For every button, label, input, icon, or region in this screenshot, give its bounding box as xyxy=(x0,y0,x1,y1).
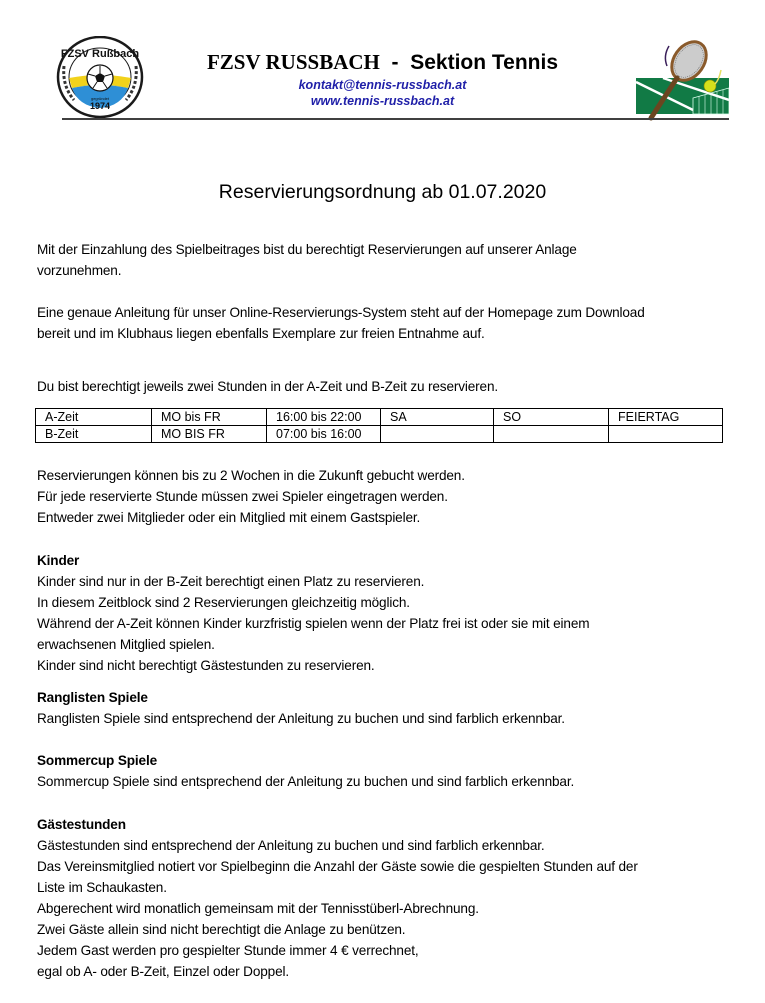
section-ranglisten xyxy=(37,687,565,729)
svg-text:FZSV Rußbach: FZSV Rußbach xyxy=(60,48,140,60)
text-line: Jedem Gast werden pro gespielter Stunde immer 4 € verrechnet, xyxy=(37,943,419,958)
section-gaestestunden xyxy=(37,814,638,982)
text-line: vorzunehmen. xyxy=(37,263,122,278)
header-divider xyxy=(62,118,729,120)
section-kinder xyxy=(37,550,589,676)
text-line: Das Vereinsmitglied notiert vor Spielbeginn die Anzahl der Gäste sowie die gespielten Stunden auf der xyxy=(37,859,638,874)
table-cell xyxy=(381,426,494,443)
rules-paragraph xyxy=(37,465,465,528)
svg-text:1974: 1974 xyxy=(89,101,111,111)
tennis-logo xyxy=(633,38,729,124)
table-cell: SO xyxy=(494,409,609,426)
contact-email-link[interactable]: kontakt@tennis-russbach.at xyxy=(298,78,467,92)
text-line: Während der A-Zeit können Kinder kurzfristig spielen wenn der Platz frei ist oder sie mit einem xyxy=(37,616,590,631)
text-line: bereit und im Klubhaus liegen ebenfalls Exemplare zur freien Entnahme auf. xyxy=(37,326,485,341)
table-cell: MO bis FR xyxy=(152,409,267,426)
document-title: Reservierungsordnung ab 01.07.2020 xyxy=(218,181,547,203)
section-heading: Ranglisten Spiele xyxy=(37,690,148,705)
text-line: Mit der Einzahlung des Spielbeitrages bist du berechtigt Reservierungen auf unserer Anlage xyxy=(37,242,577,257)
entitlement-text: Du bist berechtigt jeweils zwei Stunden in der A-Zeit und B-Zeit zu reservieren. xyxy=(37,379,498,394)
text-line: Entweder zwei Mitglieder oder ein Mitglied mit einem Gastspieler. xyxy=(37,510,421,525)
table-row xyxy=(36,409,723,426)
text-line: Gästestunden sind entsprechend der Anleitung zu buchen und sind farblich erkennbar. xyxy=(37,838,545,853)
text-line: Ranglisten Spiele sind entsprechend der Anleitung zu buchen und sind farblich erkennbar. xyxy=(37,711,565,726)
club-name: FZSV RUSSBACH xyxy=(206,50,380,74)
tennis-racket-icon xyxy=(633,38,729,124)
svg-text:gegründet: gegründet xyxy=(90,96,110,101)
text-line: Reservierungen können bis zu 2 Wochen in die Zukunft gebucht werden. xyxy=(37,468,465,483)
text-line: In diesem Zeitblock sind 2 Reservierungen gleichzeitig möglich. xyxy=(37,595,410,610)
website-link[interactable]: www.tennis-russbach.at xyxy=(310,94,455,108)
text-line: Für jede reservierte Stunde müssen zwei Spieler eingetragen werden. xyxy=(37,489,448,504)
text-line: erwachsenen Mitglied spielen. xyxy=(37,637,215,652)
text-line: Liste im Schaukasten. xyxy=(37,880,167,895)
table-cell: 07:00 bis 16:00 xyxy=(267,426,381,443)
title-separator: - xyxy=(379,51,411,74)
section-name: Sektion Tennis xyxy=(410,51,559,74)
text-line: Abgerechent wird monatlich gemeinsam mit der Tennisstüberl-Abrechnung. xyxy=(37,901,479,916)
section-sommercup xyxy=(37,750,574,792)
schedule-table xyxy=(35,408,723,443)
table-row xyxy=(36,426,723,443)
table-cell xyxy=(609,426,723,443)
section-heading: Kinder xyxy=(37,553,80,568)
section-heading: Sommercup Spiele xyxy=(37,753,157,768)
text-line: Eine genaue Anleitung für unser Online-Reservierungs-System steht auf der Homepage zum Download xyxy=(37,305,645,320)
text-line: Kinder sind nicht berechtigt Gästestunden zu reservieren. xyxy=(37,658,375,673)
text-line: Sommercup Spiele sind entsprechend der Anleitung zu buchen und sind farblich erkennbar. xyxy=(37,774,575,789)
table-cell: A-Zeit xyxy=(36,409,152,426)
table-cell xyxy=(494,426,609,443)
table-cell: FEIERTAG xyxy=(609,409,723,426)
section-heading: Gästestunden xyxy=(37,817,126,832)
table-cell: 16:00 bis 22:00 xyxy=(267,409,381,426)
guide-paragraph xyxy=(37,302,645,344)
table-cell: B-Zeit xyxy=(36,426,152,443)
table-cell: MO BIS FR xyxy=(152,426,267,443)
table-cell: SA xyxy=(381,409,494,426)
text-line: Kinder sind nur in der B-Zeit berechtigt einen Platz zu reservieren. xyxy=(37,574,425,589)
text-line: Zwei Gäste allein sind nicht berechtigt die Anlage zu benützen. xyxy=(37,922,406,937)
intro-paragraph xyxy=(37,239,577,281)
text-line: egal ob A- oder B-Zeit, Einzel oder Doppel. xyxy=(37,964,289,979)
